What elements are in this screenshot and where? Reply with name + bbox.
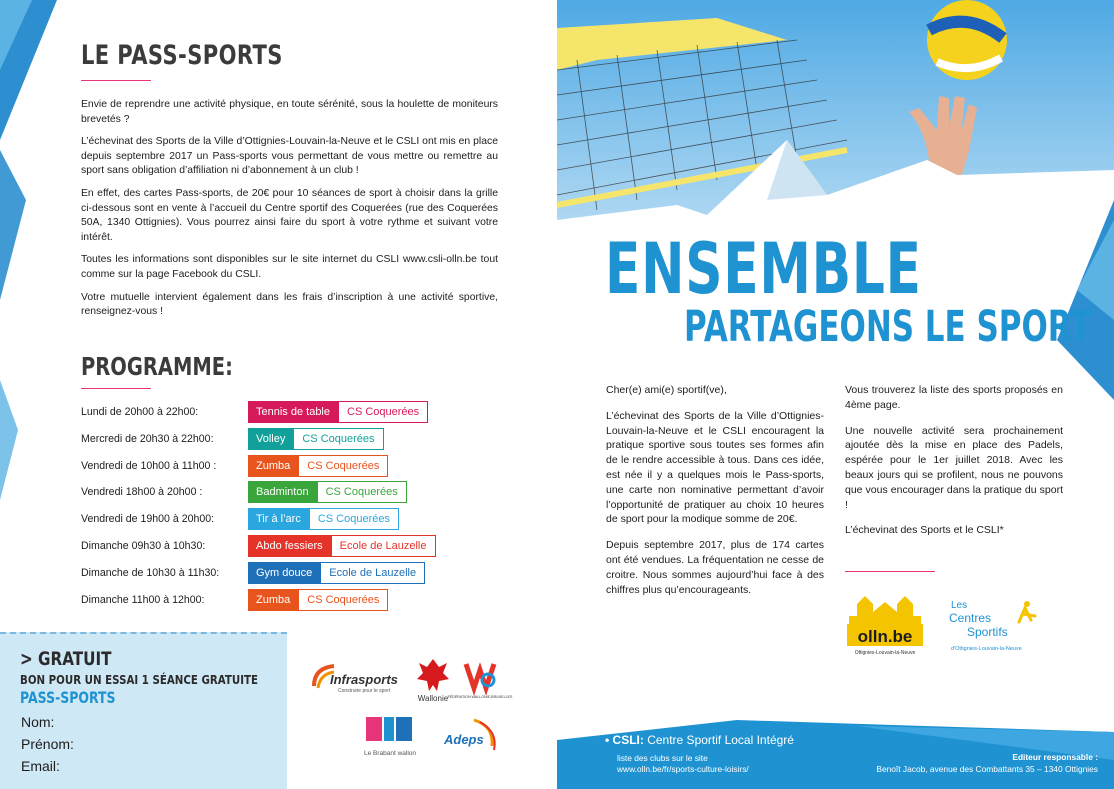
intro-paragraph: L’échevinat des Sports de la Ville d’Ottignies-Louvain-la-Neuve et le CSLI ont mis en place depuis septembre 2017 un Pass-sports vous permettant de vous mettre ou remettre au sport sans obligation d’affiliation ni d’abonnement à un club ! (81, 136, 498, 177)
intro-text (81, 98, 498, 328)
activity-tag (248, 401, 428, 423)
olln-subtitle: Ottignies-Louvain-la-Neuve (854, 650, 916, 656)
activity-name: Tir à l’arc (248, 508, 309, 530)
activity-name: Badminton (248, 481, 317, 503)
activity-tag (248, 589, 388, 611)
coupon-field-firstname: Prénom: (21, 736, 74, 752)
title-underline (81, 80, 151, 81)
activity-name: Gym douce (248, 562, 320, 584)
schedule-time: Dimanche 09h30 à 10h30: (81, 540, 206, 552)
clubs-list-url[interactable]: www.olln.be/fr/sports-culture-loisirs/ (617, 764, 749, 774)
coupon-field-email: Email: (21, 758, 60, 774)
schedule-row (81, 455, 541, 477)
schedule-time: Vendredi de 10h00 à 11h00 : (81, 459, 217, 472)
activity-tag (248, 481, 407, 503)
headline-partageons: PARTAGEONS LE SPORT (684, 302, 1092, 352)
activity-name: Zumba (248, 455, 298, 477)
letter-paragraph: Une nouvelle activité sera prochainement ajoutée dès la mise en place des Padels, espérée pour le 1er juillet 2018. Avec les beaux jours qui se profilent, nous ne pouvons que vous encourager dans la pratique du sport ! (845, 424, 1063, 511)
schedule-row (81, 508, 541, 530)
schedule-row (81, 401, 541, 423)
activity-tag (248, 508, 399, 530)
intro-paragraph: En effet, des cartes Pass-sports, de 20€ pour 10 séances de sport à choisir dans la grille ci-dessous sont en vente à l’accueil du Centre sportif des Coquerées (rue des Coquerées 50A, 1340 Ottignies). Vous pourrez ainsi faire du sport à votre rythme et suivant votre intérêt. (81, 187, 498, 243)
headline-ensemble: ENSEMBLE (605, 228, 922, 310)
intro-paragraph: Envie de reprendre une activité physique, en toute sérénité, sous la houlette de moniteurs brevetés ? (81, 99, 498, 125)
editor-text: Benoît Jacob, avenue des Combattants 35 – 1340 Ottignies (876, 764, 1098, 774)
olln-logo (845, 590, 925, 658)
activity-name: Volley (248, 428, 293, 450)
page-title: LE PASS-SPORTS (81, 40, 283, 71)
infrasports-tagline: Construire pour le sport (338, 688, 391, 694)
right-page (557, 0, 1114, 789)
activity-location: Ecole de Lauzelle (331, 535, 436, 557)
infrasports-logo (308, 660, 403, 700)
adeps-wordmark: Adeps (444, 732, 484, 747)
federation-wordmark: FÉDÉRATION WALLONIE-BRUXELLES (447, 695, 513, 699)
signature-underline (845, 571, 935, 572)
activity-name: Abdo fessiers (248, 535, 331, 557)
federation-wallonie-bruxelles-logo (447, 660, 513, 704)
activity-tag (248, 455, 388, 477)
activity-location: CS Coquerées (293, 428, 383, 450)
activity-location: Ecole de Lauzelle (320, 562, 425, 584)
csli-logo-town: d'Ottignies-Louvain-la-Neuve (951, 646, 1022, 652)
schedule-row (81, 589, 541, 611)
free-trial-coupon (0, 632, 287, 789)
schedule-time: Vendredi 18h00 à 20h00 : (81, 486, 203, 499)
schedule-time: Lundi de 20h00 à 22h00: (81, 406, 199, 418)
intro-paragraph: Votre mutuelle intervient également dans les frais d’inscription à une activité sportive, renseignez-vous ! (81, 291, 498, 318)
activity-location: CS Coquerées (317, 481, 407, 503)
activity-location: CS Coquerées (298, 455, 388, 477)
schedule-time: Dimanche de 10h30 à 11h30: (81, 566, 220, 579)
programme-underline (81, 388, 151, 389)
activity-location: CS Coquerées (338, 401, 428, 423)
schedule-time: Vendredi de 19h00 à 20h00: (81, 513, 215, 526)
brabant-wordmark: Le Brabant wallon (364, 750, 417, 757)
activity-tag (248, 562, 425, 584)
intro-paragraph: Toutes les informations sont disponibles sur le site internet du CSLI www.csli-olln.be tout comme sur la page Facebook du CSLI. (81, 254, 498, 280)
wallonie-wordmark: Wallonie (417, 694, 449, 703)
schedule-row (81, 428, 541, 450)
clubs-list-label: liste des clubs sur le site (617, 753, 708, 763)
activity-tag (248, 535, 436, 557)
right-edge-shapes (1027, 200, 1114, 400)
activity-name: Tennis de table (248, 401, 338, 423)
letter-column-1 (606, 383, 824, 608)
olln-wordmark: olln.be (857, 627, 913, 646)
schedule-time: Mercredi de 20h30 à 22h00: (81, 432, 214, 445)
coupon-subtitle: BON POUR UN ESSAI 1 SÉANCE GRATUITE (20, 672, 259, 687)
volleyball-icon (927, 0, 1007, 80)
schedule-time: Dimanche 11h00 à 12h00: (81, 593, 205, 606)
schedule-row (81, 481, 541, 503)
infrasports-wordmark: Infrasports (330, 672, 398, 687)
coupon-title: > GRATUIT (20, 648, 112, 670)
letter-column-2 (845, 383, 1063, 549)
activity-name: Zumba (248, 589, 298, 611)
editor-title: Editeur responsable : (1012, 752, 1098, 762)
adeps-logo (444, 716, 502, 756)
activity-location: CS Coquerées (309, 508, 399, 530)
letter-paragraph: L’échevinat des Sports de la Ville d’Ottignies-Louvain-la-Neuve et le CSLI encouragent la pratique sportive sous toutes ses formes afin de le rendre accessible à tous. Dans ces idée, est née il y a quelques mois le Pass-sports, une carte non nominative permettant d’avoir l’opportunité de pratiquer au choix 10 heures de sport pour la modique somme de 20€. (606, 409, 824, 526)
activity-location: CS Coquerées (298, 589, 388, 611)
coupon-field-name: Nom: (21, 714, 55, 730)
schedule-row (81, 535, 541, 557)
csli-logo-les: Les (951, 600, 968, 611)
csli-text: Centre Sportif Local Intégré (643, 733, 794, 747)
csli-definition (605, 733, 794, 747)
schedule-row (81, 562, 541, 584)
centres-sportifs-logo (945, 592, 1040, 658)
activity-tag (248, 428, 384, 450)
csli-logo-centres: Centres (949, 611, 992, 625)
csli-bold: • CSLI: (605, 733, 644, 747)
letter-paragraph: Cher(e) ami(e) sportif(ve), (606, 384, 727, 396)
letter-paragraph: Vous trouverez la liste des sports proposés en 4ème page. (845, 384, 1063, 411)
brabant-wallon-logo (360, 715, 430, 761)
csli-logo-sportifs: Sportifs (967, 625, 1008, 639)
coupon-pass-label: PASS-SPORTS (20, 688, 116, 707)
programme-title: PROGRAMME: (81, 352, 233, 381)
letter-paragraph: L’échevinat des Sports et le CSLI* (845, 524, 1004, 537)
letter-paragraph: Depuis septembre 2017, plus de 174 cartes ont été vendues. La fréquentation ne cesse de croitre. Nous sommes aujourd’hui face à des chiffres plus qu’encourageants. (606, 539, 824, 596)
